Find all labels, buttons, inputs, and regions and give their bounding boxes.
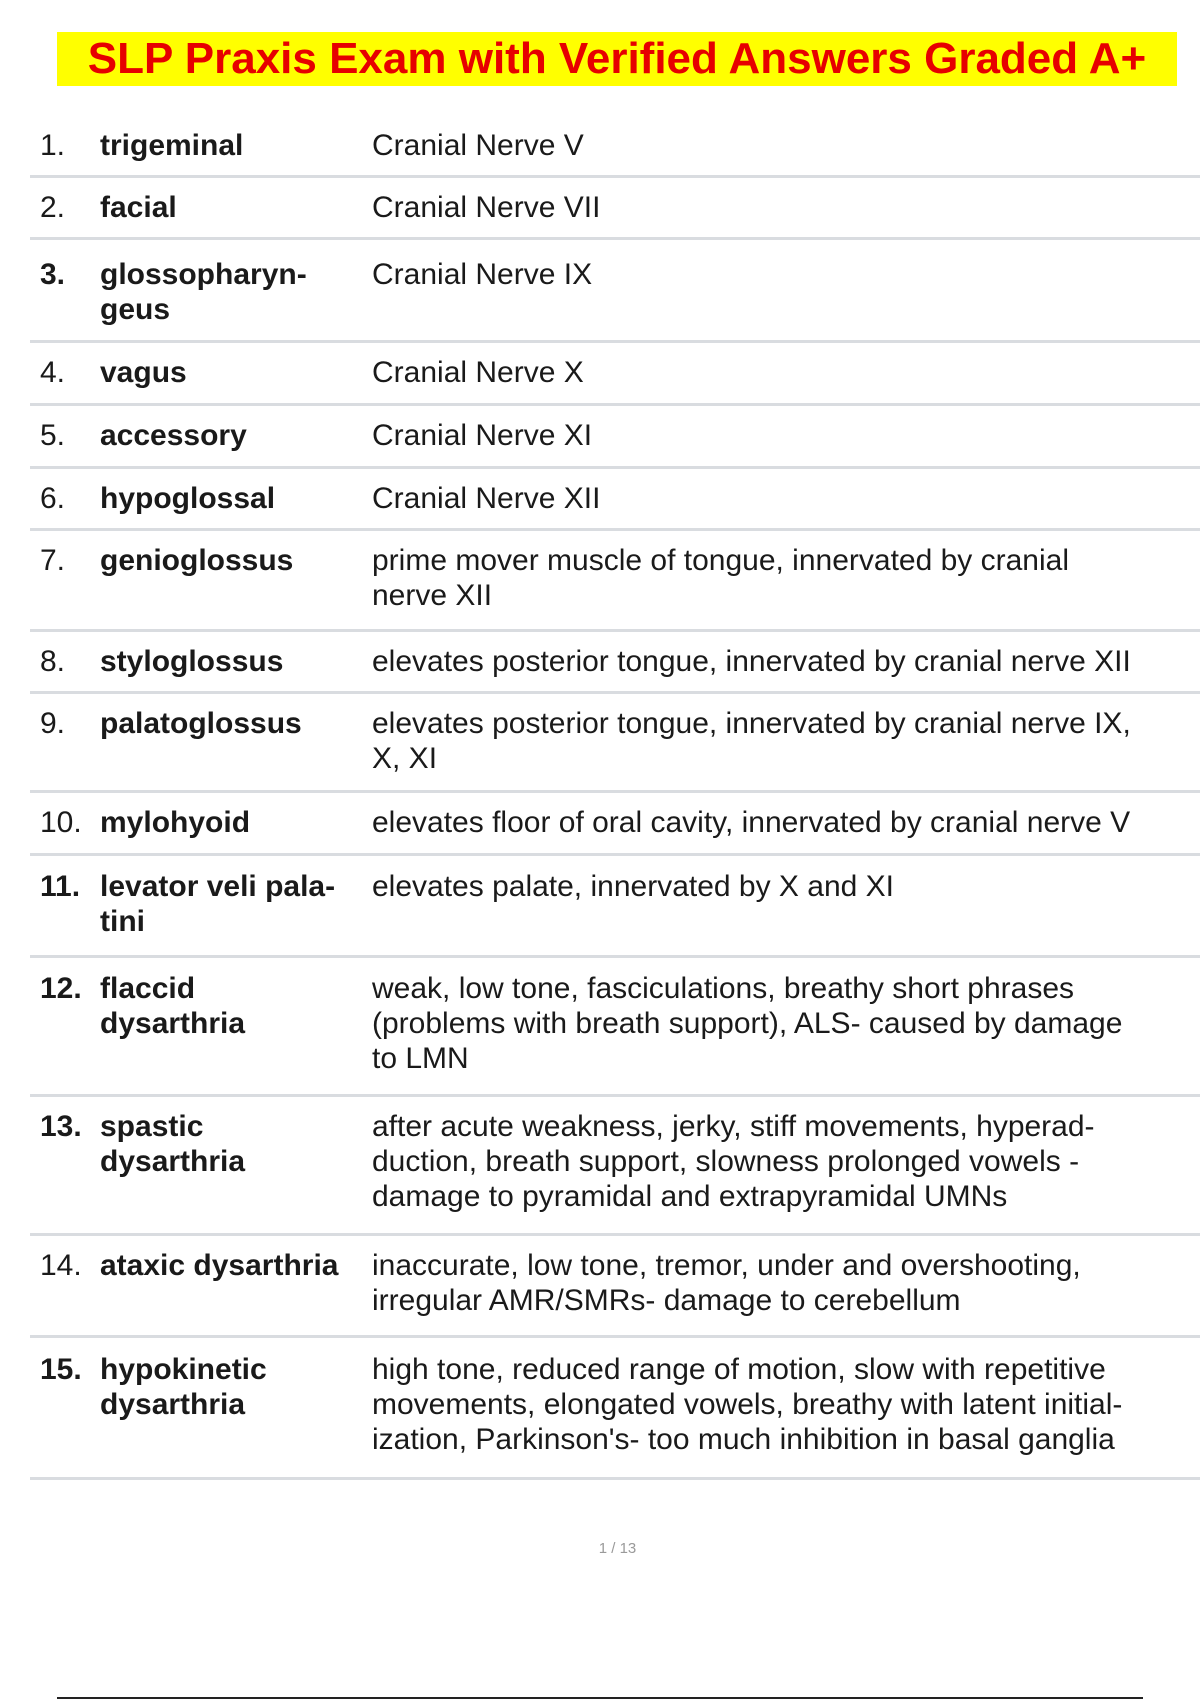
row-definition: prime mover muscle of tongue, innervated by cranial nerve XII [372,544,1070,612]
row-number: 11. [40,870,81,903]
row-number: 5. [40,419,66,452]
row-number: 1. [40,129,66,162]
table-row [30,958,1200,1097]
row-term: ataxic dysarthria [100,1249,339,1282]
title-banner [57,32,1177,86]
row-term: spastic dysarthria [100,1110,246,1178]
row-definition: elevates posterior tongue, innervated by cranial nerve IX, X, XI [372,707,1131,775]
row-definition: elevates palate, innervated by X and XI [372,870,895,903]
table-row [30,793,1200,856]
row-term: genioglossus [100,544,294,577]
table-row [30,240,1200,343]
table-row [30,178,1200,240]
qa-table [30,115,1200,1480]
row-number: 9. [40,707,66,740]
row-term: accessory [100,419,247,452]
row-definition: Cranial Nerve X [372,356,584,389]
table-row [30,1338,1200,1480]
row-definition: Cranial Nerve XII [372,482,601,515]
row-number: 2. [40,191,66,224]
row-term: styloglossus [100,645,284,678]
row-term: hypoglossal [100,482,276,515]
row-definition: Cranial Nerve IX [372,258,593,291]
table-row [30,343,1200,406]
row-term: vagus [100,356,187,389]
table-row [30,632,1200,694]
row-term: facial [100,191,177,224]
row-term: glossopharyn- geus [100,258,307,326]
row-number: 13. [40,1110,82,1143]
page-indicator: 1 / 13 [598,1540,637,1557]
row-number: 7. [40,544,66,577]
row-definition: after acute weakness, jerky, stiff movements, hyperad- duction, breath support, slowness prolonged vowels - damage to pyramidal and extrapyramidal UMNs [372,1110,1095,1213]
table-row [30,469,1200,531]
row-term: flaccid dysarthria [100,972,246,1040]
row-number: 4. [40,356,66,389]
row-number: 6. [40,482,66,515]
row-definition: weak, low tone, fasciculations, breathy short phrases (problems with breath support), ALS- caused by damage to LMN [372,972,1123,1075]
row-term: palatoglossus [100,707,302,740]
row-term: hypokinetic dysarthria [100,1353,267,1421]
row-definition: inaccurate, low tone, tremor, under and overshooting, irregular AMR/SMRs- damage to cerebellum [372,1249,1081,1317]
row-number: 10. [40,806,82,839]
page-title: SLP Praxis Exam with Verified Answers Graded A+ [87,34,1147,83]
row-definition: Cranial Nerve VII [372,191,601,224]
row-definition: elevates posterior tongue, innervated by cranial nerve XII [372,645,1131,678]
row-number: 3. [40,258,66,291]
table-row [30,856,1200,958]
row-number: 12. [40,972,82,1005]
table-row [30,1236,1200,1338]
row-definition: Cranial Nerve XI [372,419,593,452]
row-term: mylohyoid [100,806,251,839]
row-definition: Cranial Nerve V [372,129,584,162]
bottom-divider [57,1697,1143,1699]
row-term: trigeminal [100,129,244,162]
row-number: 15. [40,1353,82,1386]
table-row [30,1097,1200,1236]
table-row [30,531,1200,632]
row-number: 8. [40,645,66,678]
table-row [30,694,1200,793]
row-term: levator veli pala- tini [100,870,336,938]
table-row [30,115,1200,178]
row-definition: elevates floor of oral cavity, innervated by cranial nerve V [372,806,1131,839]
row-definition: high tone, reduced range of motion, slow with repetitive movements, elongated vowels, breathy with latent initial- ization, Parkinson's- too much inhibition in basal ganglia [372,1353,1123,1456]
table-row [30,406,1200,469]
row-number: 14. [40,1249,82,1282]
